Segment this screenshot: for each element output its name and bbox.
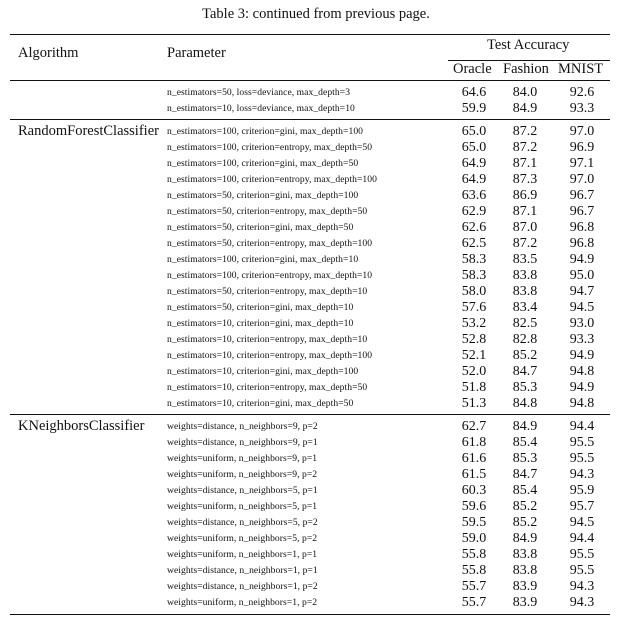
parameter-cell: n_estimators=10, criterion=entropy, max_depth=50: [167, 382, 368, 393]
fashion-cell: 84.9: [512, 531, 538, 546]
oracle-cell: 59.6: [461, 499, 487, 514]
mnist-cell: 96.8: [569, 236, 595, 251]
fashion-cell: 83.5: [512, 252, 538, 267]
parameter-cell: n_estimators=100, criterion=gini, max_depth=10: [167, 254, 359, 265]
section-divider: [10, 414, 610, 415]
mnist-cell: 97.0: [569, 124, 595, 139]
section-random-forest: [0, 124, 632, 412]
parameter-cell: n_estimators=100, criterion=gini, max_depth=50: [167, 158, 359, 169]
section-kneighbors: [0, 419, 632, 611]
top-rule: [10, 34, 610, 35]
oracle-cell: 64.9: [461, 156, 487, 171]
header-test-accuracy: Test Accuracy: [487, 37, 570, 53]
table-row: [0, 172, 632, 188]
oracle-cell: 62.9: [461, 204, 487, 219]
table-row: [0, 515, 632, 531]
header-oracle: Oracle: [453, 61, 492, 77]
parameter-cell: n_estimators=10, loss=deviance, max_depth=10: [167, 103, 355, 114]
parameter-cell: weights=uniform, n_neighbors=9, p=1: [167, 453, 318, 464]
oracle-cell: 58.3: [461, 252, 487, 267]
oracle-cell: 65.0: [461, 140, 487, 155]
oracle-cell: 55.7: [461, 595, 487, 610]
fashion-cell: 87.2: [512, 140, 538, 155]
oracle-cell: 65.0: [461, 124, 487, 139]
fashion-cell: 87.2: [512, 236, 538, 251]
oracle-cell: 55.7: [461, 579, 487, 594]
oracle-cell: 62.7: [461, 419, 487, 434]
mnist-cell: 94.9: [569, 348, 595, 363]
fashion-cell: 84.9: [512, 419, 538, 434]
table-row: [0, 435, 632, 451]
parameter-cell: n_estimators=100, criterion=entropy, max_depth=50: [167, 142, 373, 153]
parameter-cell: weights=uniform, n_neighbors=1, p=1: [167, 549, 318, 560]
fashion-cell: 87.3: [512, 172, 538, 187]
fashion-cell: 84.7: [512, 364, 538, 379]
table-row: [0, 220, 632, 236]
table-row: [0, 140, 632, 156]
parameter-cell: n_estimators=50, loss=deviance, max_depth=3: [167, 87, 351, 98]
section-gradient-boosting: [0, 85, 632, 117]
parameter-cell: n_estimators=50, criterion=gini, max_depth=10: [167, 302, 354, 313]
mnist-cell: 96.7: [569, 188, 595, 203]
header-parameter: Parameter: [167, 45, 226, 61]
fashion-cell: 84.9: [512, 101, 538, 116]
fashion-cell: 85.2: [512, 515, 538, 530]
table-row: [0, 188, 632, 204]
table-row: [0, 531, 632, 547]
fashion-cell: 85.3: [512, 451, 538, 466]
fashion-cell: 83.8: [512, 563, 538, 578]
mnist-cell: 94.5: [569, 515, 595, 530]
parameter-cell: weights=uniform, n_neighbors=5, p=2: [167, 533, 318, 544]
parameter-cell: weights=uniform, n_neighbors=1, p=2: [167, 597, 318, 608]
table-row: [0, 547, 632, 563]
fashion-cell: 85.4: [512, 483, 538, 498]
oracle-cell: 53.2: [461, 316, 487, 331]
parameter-cell: n_estimators=10, criterion=gini, max_depth=100: [167, 366, 359, 377]
oracle-cell: 61.6: [461, 451, 487, 466]
table-row: [0, 451, 632, 467]
mnist-cell: 93.3: [569, 332, 595, 347]
fashion-cell: 83.9: [512, 595, 538, 610]
oracle-cell: 61.5: [461, 467, 487, 482]
mnist-cell: 94.9: [569, 252, 595, 267]
parameter-cell: n_estimators=100, criterion=entropy, max_depth=10: [167, 270, 373, 281]
parameter-cell: n_estimators=10, criterion=gini, max_depth=50: [167, 398, 354, 409]
table-row: [0, 156, 632, 172]
algorithm-name: RandomForestClassifier: [18, 123, 159, 139]
table-row: [0, 595, 632, 611]
mnist-cell: 95.5: [569, 563, 595, 578]
mnist-cell: 94.3: [569, 467, 595, 482]
oracle-cell: 58.0: [461, 284, 487, 299]
parameter-cell: weights=distance, n_neighbors=1, p=1: [167, 565, 318, 576]
oracle-cell: 59.5: [461, 515, 487, 530]
mnist-cell: 94.3: [569, 595, 595, 610]
oracle-cell: 64.9: [461, 172, 487, 187]
mnist-cell: 93.3: [569, 101, 595, 116]
parameter-cell: n_estimators=50, criterion=entropy, max_depth=50: [167, 206, 368, 217]
table-row: [0, 284, 632, 300]
mnist-cell: 95.5: [569, 435, 595, 450]
table-row: [0, 579, 632, 595]
table-row: [0, 499, 632, 515]
fashion-cell: 87.2: [512, 124, 538, 139]
oracle-cell: 64.6: [461, 85, 487, 100]
oracle-cell: 55.8: [461, 547, 487, 562]
mnist-cell: 94.5: [569, 300, 595, 315]
mnist-cell: 94.8: [569, 396, 595, 411]
table-row: [0, 85, 632, 101]
mnist-cell: 94.4: [569, 531, 595, 546]
mnist-cell: 94.7: [569, 284, 595, 299]
oracle-cell: 52.1: [461, 348, 487, 363]
table-row: [0, 236, 632, 252]
table-row: [0, 300, 632, 316]
mnist-cell: 95.0: [569, 268, 595, 283]
parameter-cell: weights=uniform, n_neighbors=9, p=2: [167, 469, 318, 480]
header-mnist: MNIST: [558, 61, 604, 77]
mnist-cell: 97.0: [569, 172, 595, 187]
oracle-cell: 59.0: [461, 531, 487, 546]
fashion-cell: 87.0: [512, 220, 538, 235]
table-row: [0, 268, 632, 284]
fashion-cell: 84.8: [512, 396, 538, 411]
fashion-cell: 86.9: [512, 188, 538, 203]
fashion-cell: 84.7: [512, 467, 538, 482]
parameter-cell: weights=distance, n_neighbors=5, p=1: [167, 485, 318, 496]
parameter-cell: n_estimators=50, criterion=entropy, max_depth=10: [167, 286, 368, 297]
fashion-cell: 83.8: [512, 284, 538, 299]
table-row: [0, 124, 632, 140]
oracle-cell: 52.0: [461, 364, 487, 379]
mnist-cell: 96.7: [569, 204, 595, 219]
mnist-cell: 95.5: [569, 547, 595, 562]
oracle-cell: 52.8: [461, 332, 487, 347]
mnist-cell: 95.9: [569, 483, 595, 498]
fashion-cell: 83.8: [512, 268, 538, 283]
header-algorithm: Algorithm: [18, 45, 79, 61]
fashion-cell: 87.1: [512, 204, 538, 219]
parameter-cell: n_estimators=100, criterion=gini, max_depth=100: [167, 126, 364, 137]
mnist-cell: 95.7: [569, 499, 595, 514]
header-rule: [10, 80, 610, 81]
oracle-cell: 55.8: [461, 563, 487, 578]
algorithm-name: KNeighborsClassifier: [18, 418, 145, 434]
parameter-cell: n_estimators=50, criterion=gini, max_depth=100: [167, 190, 359, 201]
mnist-cell: 92.6: [569, 85, 595, 100]
fashion-cell: 82.5: [512, 316, 538, 331]
oracle-cell: 63.6: [461, 188, 487, 203]
mnist-cell: 94.3: [569, 579, 595, 594]
mnist-cell: 95.5: [569, 451, 595, 466]
table-row: [0, 316, 632, 332]
table-row: [0, 252, 632, 268]
fashion-cell: 82.8: [512, 332, 538, 347]
parameter-cell: n_estimators=10, criterion=entropy, max_depth=10: [167, 334, 368, 345]
mnist-cell: 94.8: [569, 364, 595, 379]
parameter-cell: n_estimators=10, criterion=gini, max_depth=10: [167, 318, 354, 329]
parameter-cell: weights=distance, n_neighbors=9, p=2: [167, 421, 318, 432]
fashion-cell: 84.0: [512, 85, 538, 100]
table-row: [0, 364, 632, 380]
oracle-cell: 51.3: [461, 396, 487, 411]
parameter-cell: n_estimators=50, criterion=entropy, max_depth=100: [167, 238, 373, 249]
fashion-cell: 83.9: [512, 579, 538, 594]
parameter-cell: weights=distance, n_neighbors=5, p=2: [167, 517, 318, 528]
fashion-cell: 87.1: [512, 156, 538, 171]
mnist-cell: 96.9: [569, 140, 595, 155]
oracle-cell: 60.3: [461, 483, 487, 498]
fashion-cell: 85.2: [512, 499, 538, 514]
oracle-cell: 51.8: [461, 380, 487, 395]
oracle-cell: 57.6: [461, 300, 487, 315]
fashion-cell: 85.2: [512, 348, 538, 363]
table-row: [0, 396, 632, 412]
table-row: [0, 101, 632, 117]
oracle-cell: 61.8: [461, 435, 487, 450]
parameter-cell: weights=distance, n_neighbors=9, p=1: [167, 437, 318, 448]
table-caption: Table 3: continued from previous page.: [202, 6, 430, 22]
table-row: [0, 467, 632, 483]
mnist-cell: 93.0: [569, 316, 595, 331]
fashion-cell: 85.3: [512, 380, 538, 395]
header-fashion: Fashion: [503, 61, 549, 77]
parameter-cell: n_estimators=10, criterion=entropy, max_depth=100: [167, 350, 373, 361]
oracle-cell: 59.9: [461, 101, 487, 116]
parameter-cell: weights=distance, n_neighbors=1, p=2: [167, 581, 318, 592]
mnist-cell: 96.8: [569, 220, 595, 235]
fashion-cell: 83.8: [512, 547, 538, 562]
parameter-cell: weights=uniform, n_neighbors=5, p=1: [167, 501, 318, 512]
oracle-cell: 58.3: [461, 268, 487, 283]
table-row: [0, 332, 632, 348]
table-row: [0, 380, 632, 396]
table-row: [0, 348, 632, 364]
mnist-cell: 94.4: [569, 419, 595, 434]
oracle-cell: 62.5: [461, 236, 487, 251]
table-row: [0, 204, 632, 220]
table-row: [0, 483, 632, 499]
parameter-cell: n_estimators=100, criterion=entropy, max_depth=100: [167, 174, 377, 185]
table-row: [0, 563, 632, 579]
mnist-cell: 97.1: [569, 156, 595, 171]
fashion-cell: 83.4: [512, 300, 538, 315]
bottom-rule: [10, 614, 610, 615]
parameter-cell: n_estimators=50, criterion=gini, max_depth=50: [167, 222, 354, 233]
oracle-cell: 62.6: [461, 220, 487, 235]
table-row: [0, 419, 632, 435]
fashion-cell: 85.4: [512, 435, 538, 450]
mnist-cell: 94.9: [569, 380, 595, 395]
section-divider: [10, 119, 610, 120]
